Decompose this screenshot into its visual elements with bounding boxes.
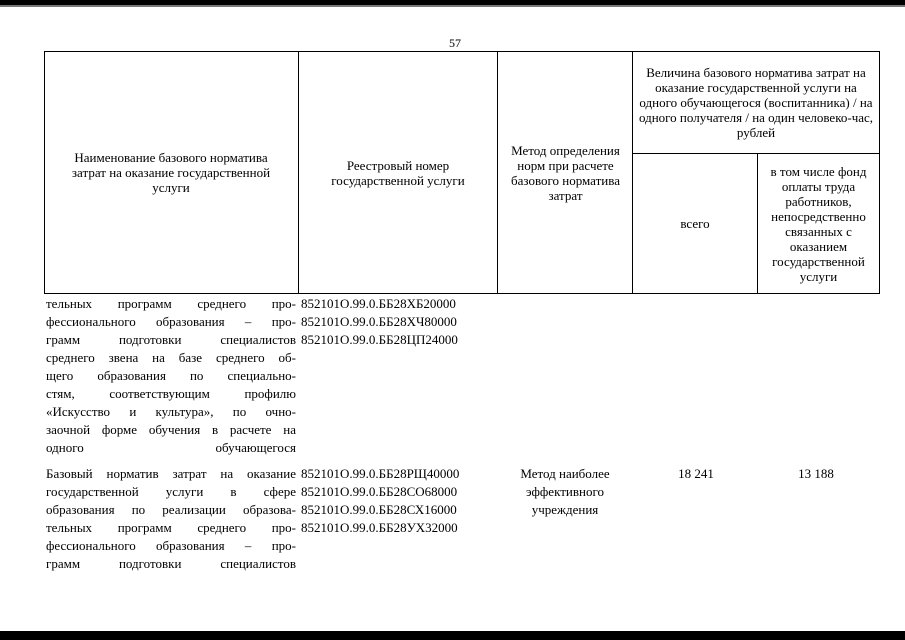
row1-name	[46, 295, 296, 457]
row2-codes	[301, 465, 459, 537]
row1-name-line: щего образования по специально-	[46, 368, 296, 383]
row2-name-line: государственной услуги в сфере	[46, 484, 296, 499]
row2-name-line: тельных программ среднего про-	[46, 520, 296, 535]
row2-name-line: Базовый норматив затрат на оказание	[46, 466, 296, 481]
row2-name-line: образования по реализации образова-	[46, 502, 296, 517]
header-total-cell: всего	[680, 216, 710, 231]
row1-name-line: среднего звена на базе среднего об-	[46, 350, 296, 365]
registry-code: 852101О.99.0.ББ28ХЧ80000	[301, 314, 457, 329]
header-method-cell: Метод определения норм при расчете базового норматива затрат	[511, 142, 620, 203]
row2-name-line: грамм подготовки специалистов	[46, 556, 296, 571]
registry-code: 852101О.99.0.ББ28РЩ40000	[301, 466, 460, 481]
col-divider-2	[497, 51, 498, 294]
col-divider-3	[632, 51, 633, 294]
table-left-line	[44, 51, 45, 294]
row2-total-value: 18 241	[678, 466, 714, 481]
col-divider-4	[757, 153, 758, 294]
registry-code: 852101О.99.0.ББ28СО68000	[301, 484, 458, 499]
page-number: 57	[449, 36, 461, 50]
row1-name-line: стям, соответствующим профилю	[46, 386, 296, 401]
header-value-group-cell: Величина базового норматива затрат на оказание государственной услуги на одного обучающегося (воспитанника) / на одного получателя / на один человеко-час, рублей	[638, 64, 874, 140]
row1-name-line: фессионального образования – про-	[46, 314, 296, 329]
row1-codes	[301, 295, 458, 349]
row2-method: Метод наиболее эффективного учреждения	[520, 466, 610, 517]
row1-name-line: грамм подготовки специалистов	[46, 332, 296, 347]
registry-code: 852101О.99.0.ББ28УХ32000	[301, 520, 458, 535]
bottom-border	[0, 631, 905, 640]
row2-fund-value: 13 188	[798, 466, 834, 481]
header-registry-cell: Реестровый номер государственной услуги	[331, 157, 465, 188]
header-fund-cell: в том числе фонд оплаты труда работников, непосредственно связанных с оказанием государственной услуги	[770, 163, 867, 284]
row1-name-line: одного обучающегося	[46, 440, 296, 455]
registry-code: 852101О.99.0.ББ28СХ16000	[301, 502, 457, 517]
row2-name	[46, 465, 296, 573]
table-right-line	[879, 51, 880, 294]
row2-name-line: фессионального образования – про-	[46, 538, 296, 553]
table-header-bottom-line	[44, 293, 880, 294]
registry-code: 852101О.99.0.ББ28ХБ20000	[301, 296, 456, 311]
row1-name-line: тельных программ среднего про-	[46, 296, 296, 311]
col-divider-1	[298, 51, 299, 294]
top-border-shadow	[0, 5, 905, 7]
row1-name-line: заочной форме обучения в расчете на	[46, 422, 296, 437]
registry-code: 852101О.99.0.ББ28ЦП24000	[301, 332, 458, 347]
row1-name-line: «Искусство и культура», по очно-	[46, 404, 296, 419]
header-name-cell: Наименование базового норматива затрат на оказание государственной услуги	[71, 150, 271, 195]
